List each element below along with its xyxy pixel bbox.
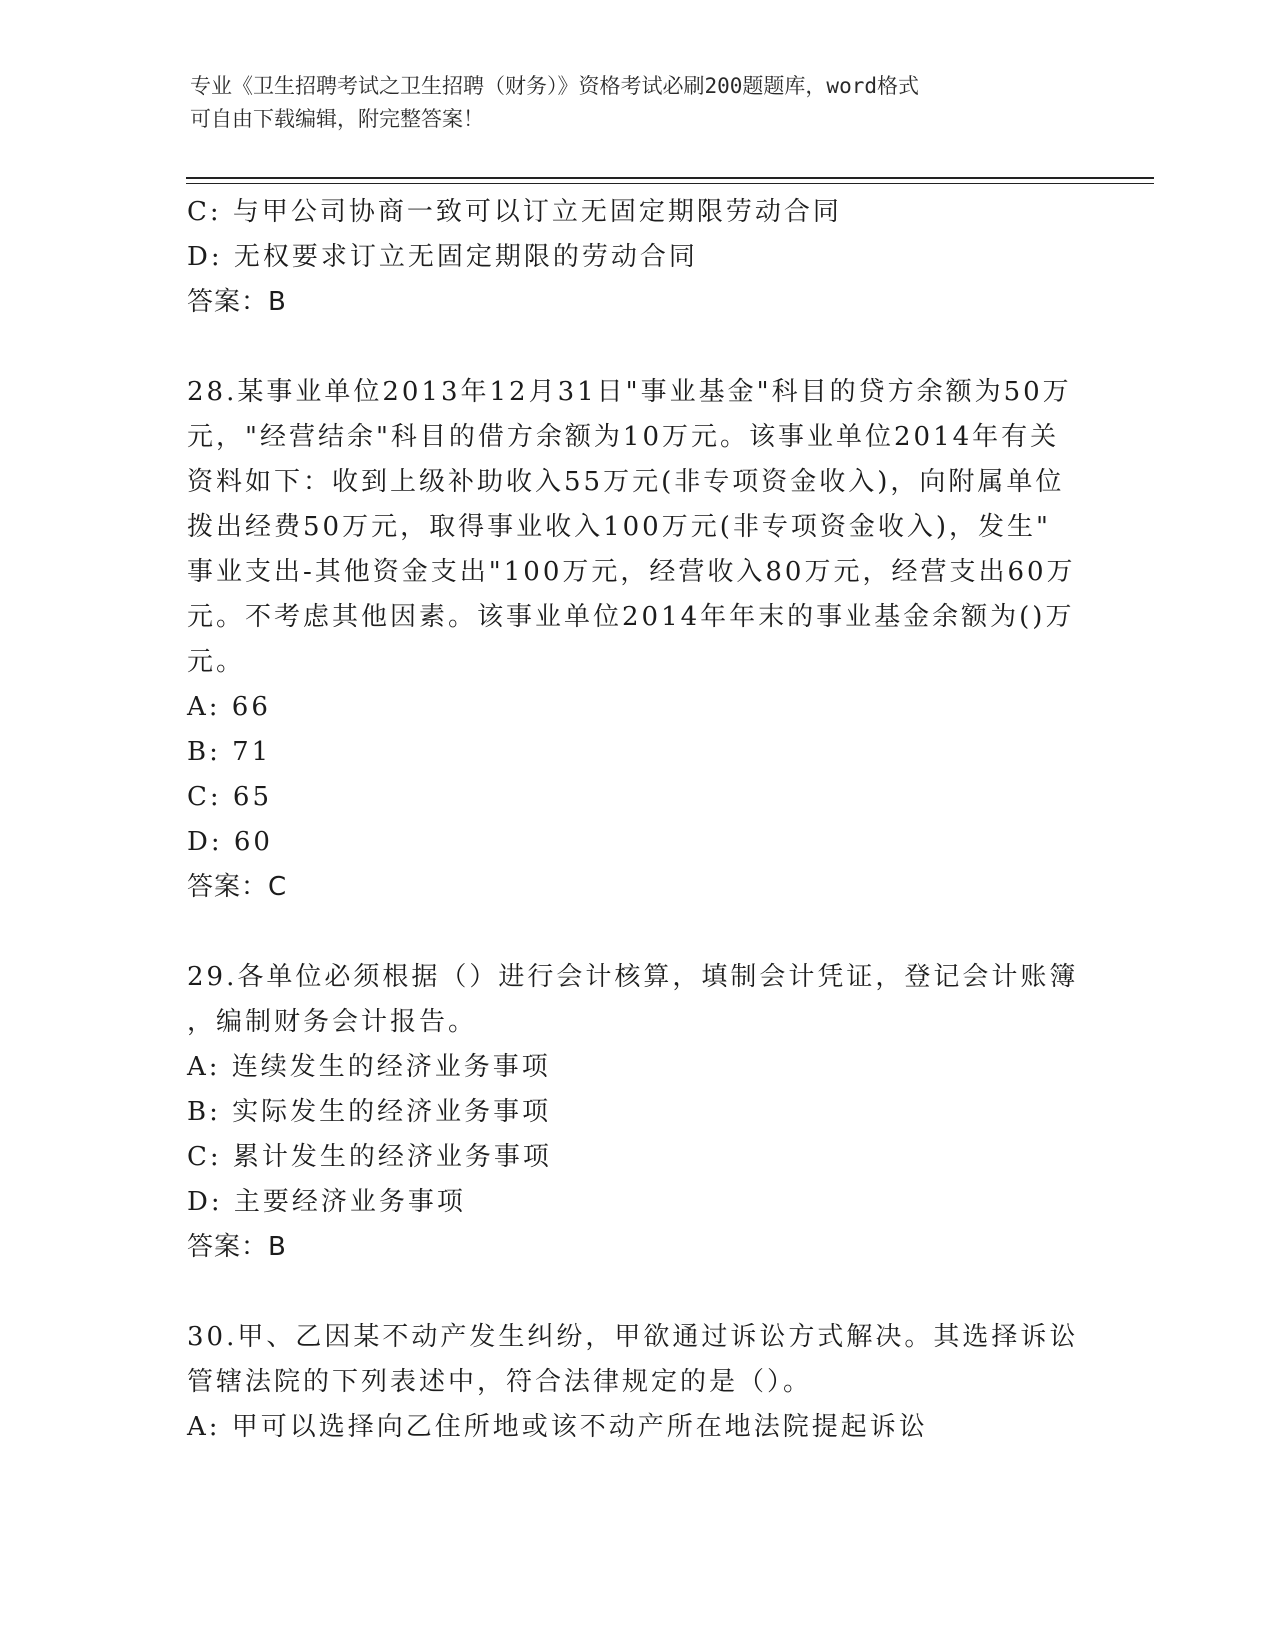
option-a: A: 连续发生的经济业务事项 (187, 1052, 551, 1082)
option-b: B: 71 (187, 737, 272, 767)
question-text-line: 30.甲、乙因某不动产发生纠纷，甲欲通过诉讼方式解决。其选择诉讼 (187, 1322, 1079, 1352)
question-text-line: 元。不考虑其他因素。该事业单位2014年年末的事业基金余额为()万 (187, 602, 1075, 632)
question-30 (187, 1315, 1087, 1450)
question-text-line: 事业支出-其他资金支出"100万元，经营收入80万元，经营支出60万 (187, 557, 1076, 587)
option-d: D: 主要经济业务事项 (187, 1187, 466, 1217)
header-title-line-2: 可自由下载编辑，附完整答案！ (190, 107, 484, 131)
document-header (190, 70, 1070, 136)
spacer (187, 1270, 1087, 1315)
option-c: C: 与甲公司协商一致可以订立无固定期限劳动合同 (187, 197, 842, 227)
answer-label: 答案：C (187, 872, 288, 902)
header-divider-thin (186, 183, 1154, 184)
question-text-line: 资料如下：收到上级补助收入55万元(非专项资金收入)，向附属单位 (187, 467, 1065, 497)
question-text-line: 管辖法院的下列表述中，符合法律规定的是（）。 (187, 1367, 813, 1397)
spacer (187, 325, 1087, 370)
header-title-line-1: 专业《卫生招聘考试之卫生招聘（财务）》资格考试必刷200题题库，word格式 (190, 74, 919, 98)
question-text-line: 28.某事业单位2013年12月31日"事业基金"科目的贷方余额为50万 (187, 377, 1072, 407)
option-a: A: 甲可以选择向乙住所地或该不动产所在地法院提起诉讼 (187, 1412, 928, 1442)
question-list (187, 190, 1087, 1450)
question-text-line: 拨出经费50万元，取得事业收入100万元(非专项资金收入)，发生" (187, 512, 1051, 542)
header-divider-thick (186, 177, 1154, 179)
question-text-line: 元。 (187, 647, 246, 677)
question-28 (187, 370, 1087, 910)
answer-label: 答案：B (187, 1232, 287, 1262)
spacer (187, 910, 1087, 955)
question-text-line: 元，"经营结余"科目的借方余额为10万元。该事业单位2014年有关 (187, 422, 1060, 452)
question-text-line: 29.各单位必须根据（）进行会计核算，填制会计凭证，登记会计账簿 (187, 962, 1079, 992)
option-c: C: 65 (187, 782, 273, 812)
answer-label: 答案：B (187, 287, 287, 317)
option-b: B: 实际发生的经济业务事项 (187, 1097, 552, 1127)
question-27 (187, 190, 1087, 325)
option-a: A: 66 (187, 692, 271, 722)
option-d: D: 60 (187, 827, 273, 857)
question-29 (187, 955, 1087, 1270)
question-text-line: ，编制财务会计报告。 (187, 1007, 478, 1037)
option-c: C: 累计发生的经济业务事项 (187, 1142, 552, 1172)
option-d: D: 无权要求订立无固定期限的劳动合同 (187, 242, 698, 272)
